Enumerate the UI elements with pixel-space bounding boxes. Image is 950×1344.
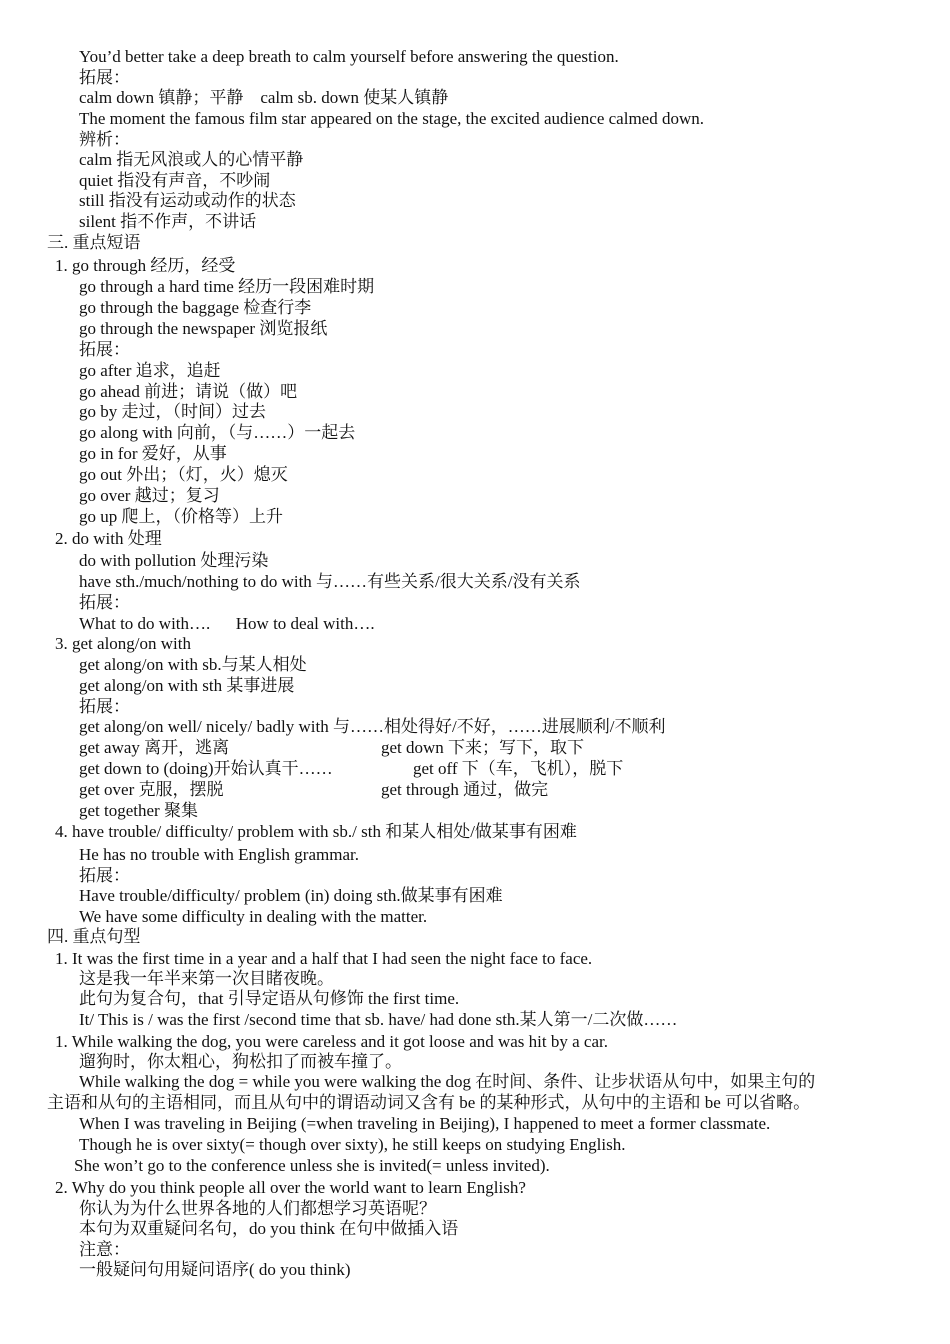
text-line: 3. get along/on with	[55, 634, 191, 653]
text-line: 一般疑问句用疑问语序( do you think)	[79, 1260, 351, 1279]
text-line: 注意：	[79, 1240, 130, 1259]
text-line: 辨析：	[79, 130, 130, 149]
text-line: 遛狗时，你太粗心，狗松扣了而被车撞了。	[79, 1052, 402, 1071]
text-line: get over 克服，摆脱	[79, 780, 224, 799]
text-line: 本句为双重疑问名句，do you think 在句中做插入语	[79, 1219, 459, 1238]
text-line: 你认为为什么世界各地的人们都想学习英语呢？	[79, 1199, 436, 1218]
text-line: You’d better take a deep breath to calm yourself before answering the question.	[79, 47, 619, 66]
text-line: go through a hard time 经历一段困难时期	[79, 277, 375, 296]
text-line: go by 走过，（时间）过去	[79, 402, 266, 421]
text-line: go up 爬上，（价格等）上升	[79, 507, 283, 526]
text-line: go after 追求，追赶	[79, 361, 221, 380]
text-line: go through the newspaper 浏览报纸	[79, 319, 328, 338]
text-line: get along/on with sb.与某人相处	[79, 655, 307, 674]
text-line: calm down 镇静；平静 calm sb. down 使某人镇静	[79, 88, 449, 107]
text-line: 三. 重点短语	[47, 233, 141, 252]
text-line: While walking the dog = while you were walking the dog 在时间、条件、让步状语从句中，如果主句的	[79, 1072, 816, 1091]
text-line: still 指没有运动或动作的状态	[79, 191, 296, 210]
text-line: Though he is over sixty(= though over sixty), he still keeps on studying English.	[79, 1135, 626, 1154]
text-line: 拓展：	[79, 866, 130, 885]
text-line: calm 指无风浪或人的心情平静	[79, 150, 304, 169]
text-line: get together 聚集	[79, 801, 198, 820]
text-line: do with pollution 处理污染	[79, 551, 269, 570]
text-line: get along/on well/ nicely/ badly with 与……相处得好/不好，……进展顺利/不顺利	[79, 717, 666, 736]
text-line: go out 外出；（灯，火）熄灭	[79, 465, 288, 484]
text-line: We have some difficulty in dealing with the matter.	[79, 907, 428, 926]
text-line: 4. have trouble/ difficulty/ problem with sb./ sth 和某人相处/做某事有困难	[55, 822, 577, 841]
text-line: get down 下来；写下，取下	[381, 738, 585, 757]
text-line: go along with 向前，（与……）一起去	[79, 423, 356, 442]
text-line: It/ This is / was the first /second time that sb. have/ had done sth.某人第一/二次做……	[79, 1010, 678, 1029]
text-line: 四. 重点句型	[47, 927, 141, 946]
text-line: 1. go through 经历，经受	[55, 256, 236, 275]
text-line: have sth./much/nothing to do with 与……有些关系/很大关系/没有关系	[79, 572, 581, 591]
text-line: go ahead 前进；请说（做）吧	[79, 382, 298, 401]
text-line: quiet 指没有声音，不吵闹	[79, 171, 271, 190]
text-line: go over 越过；复习	[79, 486, 220, 505]
text-line: When I was traveling in Beijing (=when traveling in Beijing), I happened to meet a former classmate.	[79, 1114, 771, 1133]
text-line: 拓展：	[79, 593, 130, 612]
text-line: get off 下（车，飞机），脱下	[413, 759, 624, 778]
text-line: get down to (doing)开始认真干……	[79, 759, 333, 778]
text-line: 这是我一年半来第一次目睹夜晚。	[79, 969, 334, 988]
text-line: get away 离开，逃离	[79, 738, 230, 757]
text-line: Have trouble/difficulty/ problem (in) doing sth.做某事有困难	[79, 886, 503, 905]
text-line: 1. It was the first time in a year and a half that I had seen the night face to face.	[55, 949, 593, 968]
text-line: 主语和从句的主语相同，而且从句中的谓语动词又含有 be 的某种形式，从句中的主语和 be 可以省略。	[47, 1093, 811, 1112]
text-line: 此句为复合句，that 引导定语从句修饰 the first time.	[79, 989, 460, 1008]
text-line: go through the baggage 检查行李	[79, 298, 312, 317]
text-line: 拓展：	[79, 68, 130, 87]
text-line: 1. While walking the dog, you were careless and it got loose and was hit by a car.	[55, 1032, 608, 1051]
text-line: She won’t go to the conference unless she is invited(= unless invited).	[74, 1156, 550, 1175]
text-line: 拓展：	[79, 340, 130, 359]
text-line: 拓展：	[79, 697, 130, 716]
text-line: 2. Why do you think people all over the world want to learn English?	[55, 1178, 526, 1197]
text-line: What to do with…. How to deal with….	[79, 614, 375, 633]
text-line: He has no trouble with English grammar.	[79, 845, 359, 864]
text-line: go in for 爱好，从事	[79, 444, 227, 463]
text-line: 2. do with 处理	[55, 529, 162, 548]
text-line: get through 通过，做完	[381, 780, 549, 799]
text-line: silent 指不作声，不讲话	[79, 212, 257, 231]
text-line: The moment the famous film star appeared on the stage, the excited audience calmed down.	[79, 109, 704, 128]
text-line: get along/on with sth 某事进展	[79, 676, 295, 695]
